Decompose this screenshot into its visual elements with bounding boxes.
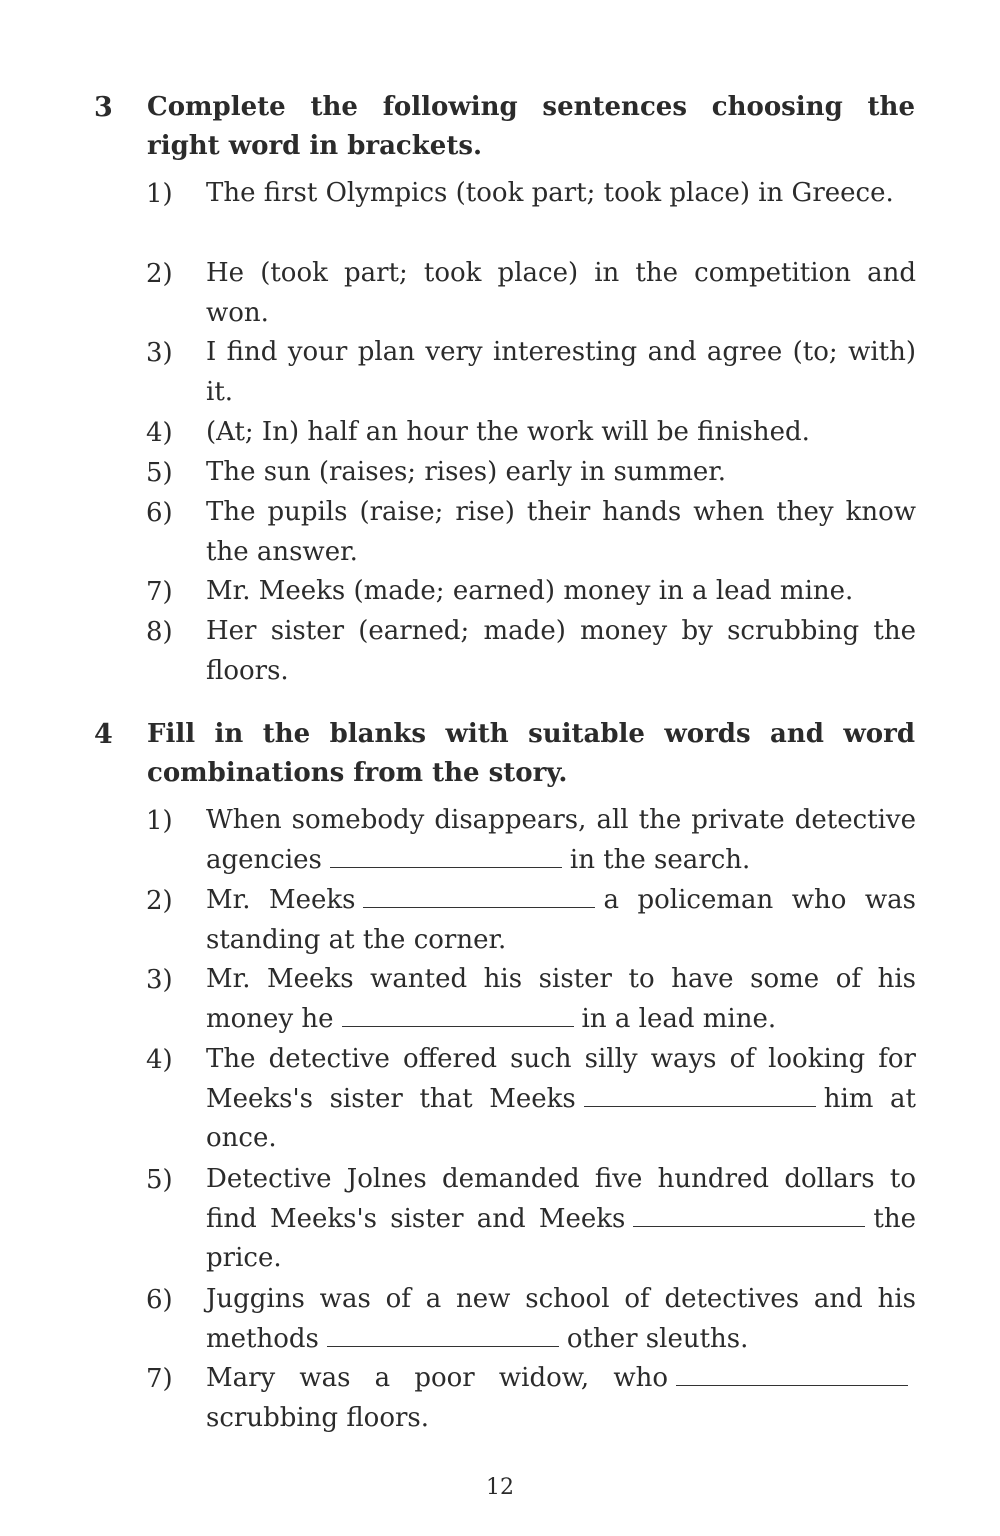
ex3-item-3-text: I find your plan very interesting and agree (to; with) it. [206,337,916,407]
ex3-item-3-number: 3) [146,338,173,368]
ex4-item-6-number: 6) [146,1285,173,1315]
ex4-item-4-number: 4) [146,1045,173,1075]
ex4-item-3-text: Mr. Meeks wanted his sister to have some of his money he in a lead mine. [206,964,916,1034]
ex3-item-1-number: 1) [146,179,173,209]
ex3-item-7-number: 7) [146,577,173,607]
ex3-item-7-text: Mr. Meeks (made; earned) money in a lead mine. [206,576,854,606]
ex3-item-8-text: Her sister (earned; made) money by scrubbing the floors. [206,616,916,686]
page-number: 12 [486,1475,514,1500]
answer-blank[interactable] [330,845,562,868]
answer-blank[interactable] [676,1363,908,1386]
ex3-item-5-text: The sun (raises; rises) early in summer. [206,457,727,487]
answer-blank[interactable] [327,1324,559,1347]
answer-blank[interactable] [584,1084,816,1107]
ex4-item-5-number: 5) [146,1165,173,1195]
exercise-4-number: 4 [94,719,113,750]
exercise-4-instruction: Fill in the blanks with suitable words and word combinations from the story. [147,719,915,788]
answer-blank[interactable] [363,885,595,908]
ex4-item-7-text: Mary was a poor widow, whoscrubbing floors. [206,1359,916,1438]
answer-blank[interactable] [342,1004,574,1027]
answer-blank[interactable] [633,1204,865,1227]
ex3-item-1-text: The first Olympics (took part; took place) in Greece. [206,178,894,208]
ex3-item-4-number: 4) [146,418,173,448]
ex3-item-8-number: 8) [146,617,173,647]
ex3-item-6-number: 6) [146,498,173,528]
ex4-item-2-number: 2) [146,886,173,916]
ex4-item-2-text: Mr. Meeks a policeman who was standing at the corner. [206,885,917,955]
ex4-item-1-text: When somebody disappears, all the private detective agencies in the search. [206,805,916,875]
ex3-item-2-number: 2) [146,259,173,289]
exercise-3-instruction: Complete the following sentences choosing the right word in brackets. [147,92,915,161]
ex4-item-5-text: Detective Jolnes demanded five hundred dollars to find Meeks's sister and Meeks the price. [206,1164,916,1273]
ex4-item-1-number: 1) [146,806,173,836]
ex3-item-4-text: (At; In) half an hour the work will be finished. [206,417,810,447]
ex4-item-6-text: Juggins was of a new school of detectives and his methods other sleuths. [206,1284,916,1354]
ex3-item-6-text: The pupils (raise; rise) their hands when they know the answer. [206,497,916,567]
ex3-item-2-text: He (took part; took place) in the competition and won. [206,258,916,328]
ex4-item-3-number: 3) [146,965,173,995]
ex4-item-7-number: 7) [146,1364,173,1394]
ex4-item-4-text: The detective offered such silly ways of looking for Meeks's sister that Meeks him at once. [206,1044,916,1153]
exercise-3-number: 3 [94,92,113,123]
ex3-item-5-number: 5) [146,458,173,488]
